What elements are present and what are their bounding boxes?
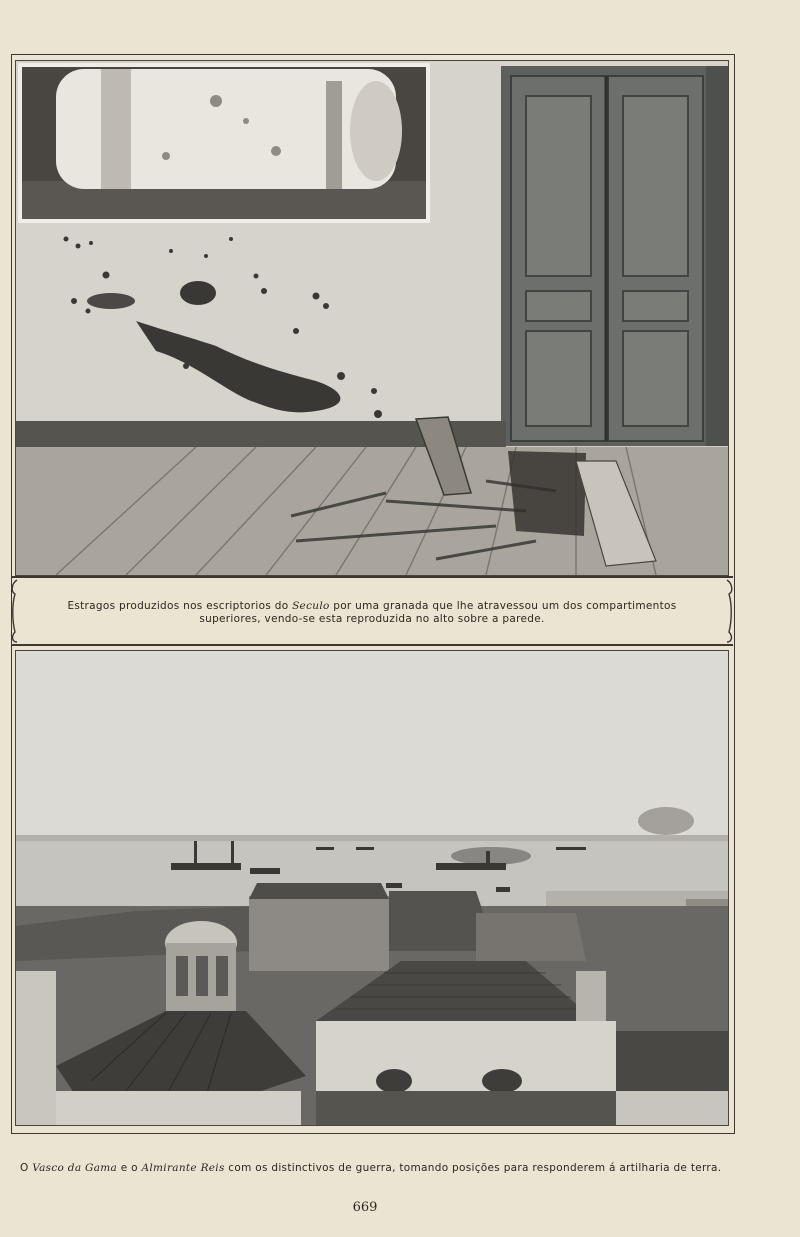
caption-bottom-text: O Vasco da Gama e o Almirante Reis com os distinctivos de guerra, tomando posições para responderem á artilharia de terra. <box>20 1162 722 1174</box>
page-number: 669 <box>352 1200 378 1215</box>
ornament-left-icon <box>9 578 19 644</box>
ornament-right-icon <box>725 578 735 644</box>
caption-band-top <box>11 576 733 646</box>
caption-top-text: Estragos produzidos nos escriptorios do Seculo por uma granada que lhe atravessou um dos compartimentos superiores, vendo-se esta reproduzida no alto sobre a parede. <box>67 600 677 625</box>
office-damage-photo <box>15 60 729 576</box>
harbour-photo <box>15 650 729 1126</box>
